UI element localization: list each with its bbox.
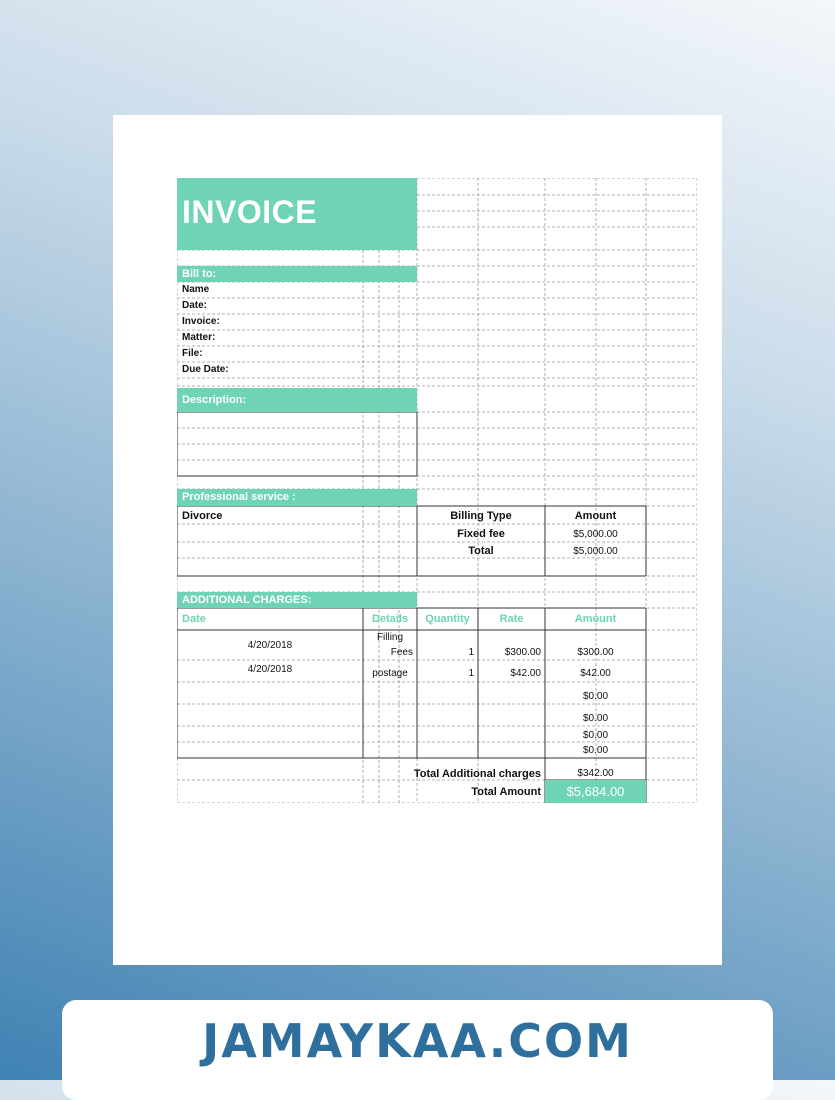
charges-col-rate: Rate [499,613,524,625]
total-amount-cell [545,780,646,803]
professional-service-header: Professional service : [177,489,417,506]
service-total-amount: $5,000.00 [573,546,618,557]
charge-row-1-quantity: 1 [468,647,474,658]
spreadsheet [177,178,697,803]
charge-row-1-details-line2: Fees [390,647,413,658]
fixed-fee-amount: $5,000.00 [573,529,618,540]
billing-type-fixed-fee: Fixed fee [457,528,505,540]
charge-row-2-details: postage [372,668,408,679]
bill-to-field-name: Name [182,284,210,295]
charge-row-3-amount: $0.00 [582,691,609,702]
charges-col-quantity: Quantity [425,613,470,625]
charge-row-1-rate: $300.00 [504,647,541,658]
total-additional-charges-label: Total Additional charges [413,768,541,780]
additional-charges-header: ADDITIONAL CHARGES: [177,592,417,608]
charge-row-2-quantity: 1 [468,668,474,679]
charge-row-4-amount: $0.00 [582,713,609,724]
service-amount-header: Amount [574,510,617,522]
service-name: Divorce [182,510,223,522]
invoice-title-block [177,178,417,250]
charge-row-2-amount: $42.00 [580,668,611,679]
bill-to-field-date: Date: [182,300,208,311]
total-additional-charges-value: $342.00 [577,768,614,779]
charge-row-6-amount: $0.00 [582,745,609,756]
invoice-title: INVOICE [182,194,318,230]
brand-logo-text: JAMAYKAA.COM [202,1014,633,1068]
charge-row-2-date: 4/20/2018 [247,664,293,675]
charge-row-1-details-line1: Filling [376,632,404,643]
bill-to-field-invoice: Invoice: [182,316,220,327]
bill-to-header: Bill to: [177,266,417,282]
bill-to-field-file: File: [182,348,203,359]
charges-col-date: Date [182,613,206,625]
total-amount-value: $5,684.00 [566,784,625,799]
charge-row-2-rate: $42.00 [510,668,541,679]
billing-type-header: Billing Type [450,510,512,522]
charge-row-1-amount: $300.00 [577,647,614,658]
charge-row-5-amount: $0.00 [582,730,609,741]
bill-to-field-matter: Matter: [182,332,216,343]
charges-col-details: Details [371,613,409,625]
invoice-page [113,115,722,965]
bill-to-field-due-date: Due Date: [182,364,229,375]
footer-banner [62,1000,773,1100]
billing-type-total: Total [468,545,494,557]
charge-row-1-date: 4/20/2018 [247,640,293,651]
charges-col-amount: Amount [574,613,617,625]
total-amount-label: Total Amount [471,786,541,798]
description-header: Description: [177,388,417,412]
